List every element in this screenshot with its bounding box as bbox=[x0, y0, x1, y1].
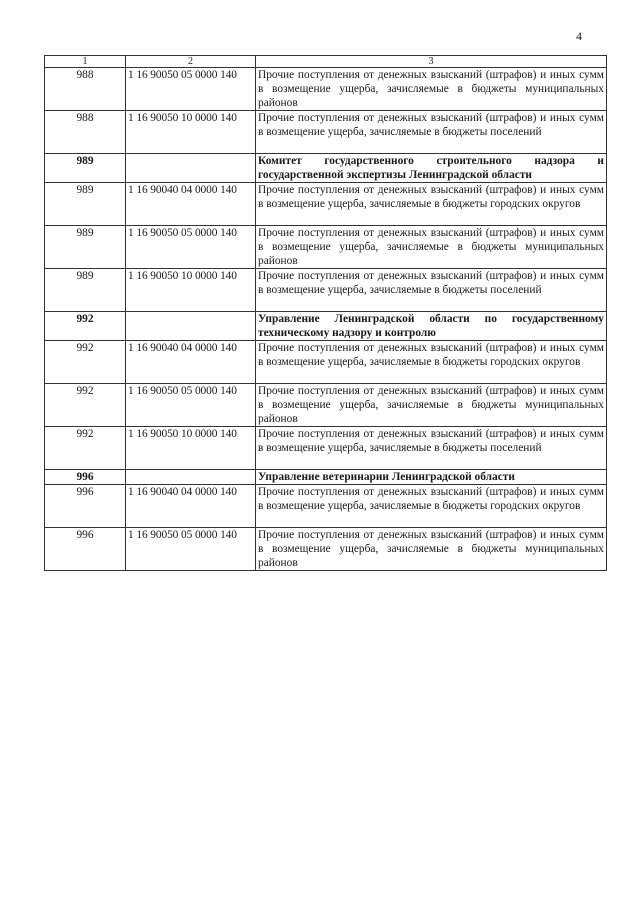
revenue-description-cell: Прочие поступления от денежных взысканий (штрафов) и иных сумм в возмещение ущерба, зачисляемые в бюджеты муниципальных районов bbox=[256, 528, 607, 571]
revenue-code-cell: 1 16 90050 05 0000 140 bbox=[126, 226, 256, 269]
admin-code-cell: 989 bbox=[45, 154, 126, 183]
admin-code-cell: 992 bbox=[45, 341, 126, 384]
column-header-2: 2 bbox=[126, 56, 256, 68]
table-body bbox=[45, 68, 607, 571]
admin-code-cell: 992 bbox=[45, 384, 126, 427]
revenue-description-cell: Прочие поступления от денежных взысканий (штрафов) и иных сумм в возмещение ущерба, зачисляемые в бюджеты муниципальных районов bbox=[256, 384, 607, 427]
revenue-code-cell bbox=[126, 470, 256, 485]
table-row bbox=[45, 485, 607, 528]
admin-code-cell: 992 bbox=[45, 427, 126, 470]
revenue-description-cell: Прочие поступления от денежных взысканий (штрафов) и иных сумм в возмещение ущерба, зачисляемые в бюджеты городских округов bbox=[256, 341, 607, 384]
table-row bbox=[45, 384, 607, 427]
revenue-description-cell: Прочие поступления от денежных взысканий (штрафов) и иных сумм в возмещение ущерба, зачисляемые в бюджеты городских округов bbox=[256, 183, 607, 226]
admin-code-cell: 996 bbox=[45, 470, 126, 485]
admin-code-cell: 989 bbox=[45, 226, 126, 269]
table-row bbox=[45, 68, 607, 111]
revenue-description-cell: Прочие поступления от денежных взысканий (штрафов) и иных сумм в возмещение ущерба, зачисляемые в бюджеты поселений bbox=[256, 427, 607, 470]
revenue-code-cell bbox=[126, 312, 256, 341]
table-header-row bbox=[45, 56, 607, 68]
admin-code-cell: 996 bbox=[45, 528, 126, 571]
revenue-code-cell: 1 16 90050 05 0000 140 bbox=[126, 384, 256, 427]
table-row bbox=[45, 183, 607, 226]
organization-name-cell: Управление ветеринарии Ленинградской области bbox=[256, 470, 607, 485]
admin-code-cell: 988 bbox=[45, 68, 126, 111]
table-row bbox=[45, 341, 607, 384]
revenue-code-cell: 1 16 90050 10 0000 140 bbox=[126, 111, 256, 154]
revenue-codes-table bbox=[44, 55, 607, 571]
revenue-description-cell: Прочие поступления от денежных взысканий (штрафов) и иных сумм в возмещение ущерба, зачисляемые в бюджеты городских округов bbox=[256, 485, 607, 528]
table-row bbox=[45, 427, 607, 470]
revenue-code-cell: 1 16 90040 04 0000 140 bbox=[126, 183, 256, 226]
revenue-description-cell: Прочие поступления от денежных взысканий (штрафов) и иных сумм в возмещение ущерба, зачисляемые в бюджеты муниципальных районов bbox=[256, 226, 607, 269]
admin-code-cell: 992 bbox=[45, 312, 126, 341]
revenue-code-cell: 1 16 90050 10 0000 140 bbox=[126, 427, 256, 470]
admin-code-cell: 989 bbox=[45, 269, 126, 312]
organization-row bbox=[45, 312, 607, 341]
revenue-code-cell: 1 16 90050 05 0000 140 bbox=[126, 528, 256, 571]
admin-code-cell: 989 bbox=[45, 183, 126, 226]
revenue-code-cell bbox=[126, 154, 256, 183]
table-row bbox=[45, 528, 607, 571]
table-row bbox=[45, 226, 607, 269]
admin-code-cell: 996 bbox=[45, 485, 126, 528]
revenue-description-cell: Прочие поступления от денежных взысканий (штрафов) и иных сумм в возмещение ущерба, зачисляемые в бюджеты поселений bbox=[256, 269, 607, 312]
table-row bbox=[45, 269, 607, 312]
revenue-description-cell: Прочие поступления от денежных взысканий (штрафов) и иных сумм в возмещение ущерба, зачисляемые в бюджеты поселений bbox=[256, 111, 607, 154]
organization-row bbox=[45, 154, 607, 183]
revenue-code-cell: 1 16 90050 05 0000 140 bbox=[126, 68, 256, 111]
revenue-code-cell: 1 16 90040 04 0000 140 bbox=[126, 341, 256, 384]
page-number: 4 bbox=[576, 29, 582, 43]
revenue-code-cell: 1 16 90040 04 0000 140 bbox=[126, 485, 256, 528]
revenue-description-cell: Прочие поступления от денежных взысканий (штрафов) и иных сумм в возмещение ущерба, зачисляемые в бюджеты муниципальных районов bbox=[256, 68, 607, 111]
column-header-3: 3 bbox=[256, 56, 607, 68]
organization-name-cell: Управление Ленинградской области по государственному техническому надзору и контролю bbox=[256, 312, 607, 341]
admin-code-cell: 988 bbox=[45, 111, 126, 154]
column-header-1: 1 bbox=[45, 56, 126, 68]
table-row bbox=[45, 111, 607, 154]
organization-row bbox=[45, 470, 607, 485]
revenue-code-cell: 1 16 90050 10 0000 140 bbox=[126, 269, 256, 312]
organization-name-cell: Комитет государственного строительного надзора и государственной экспертизы Ленинградской области bbox=[256, 154, 607, 183]
